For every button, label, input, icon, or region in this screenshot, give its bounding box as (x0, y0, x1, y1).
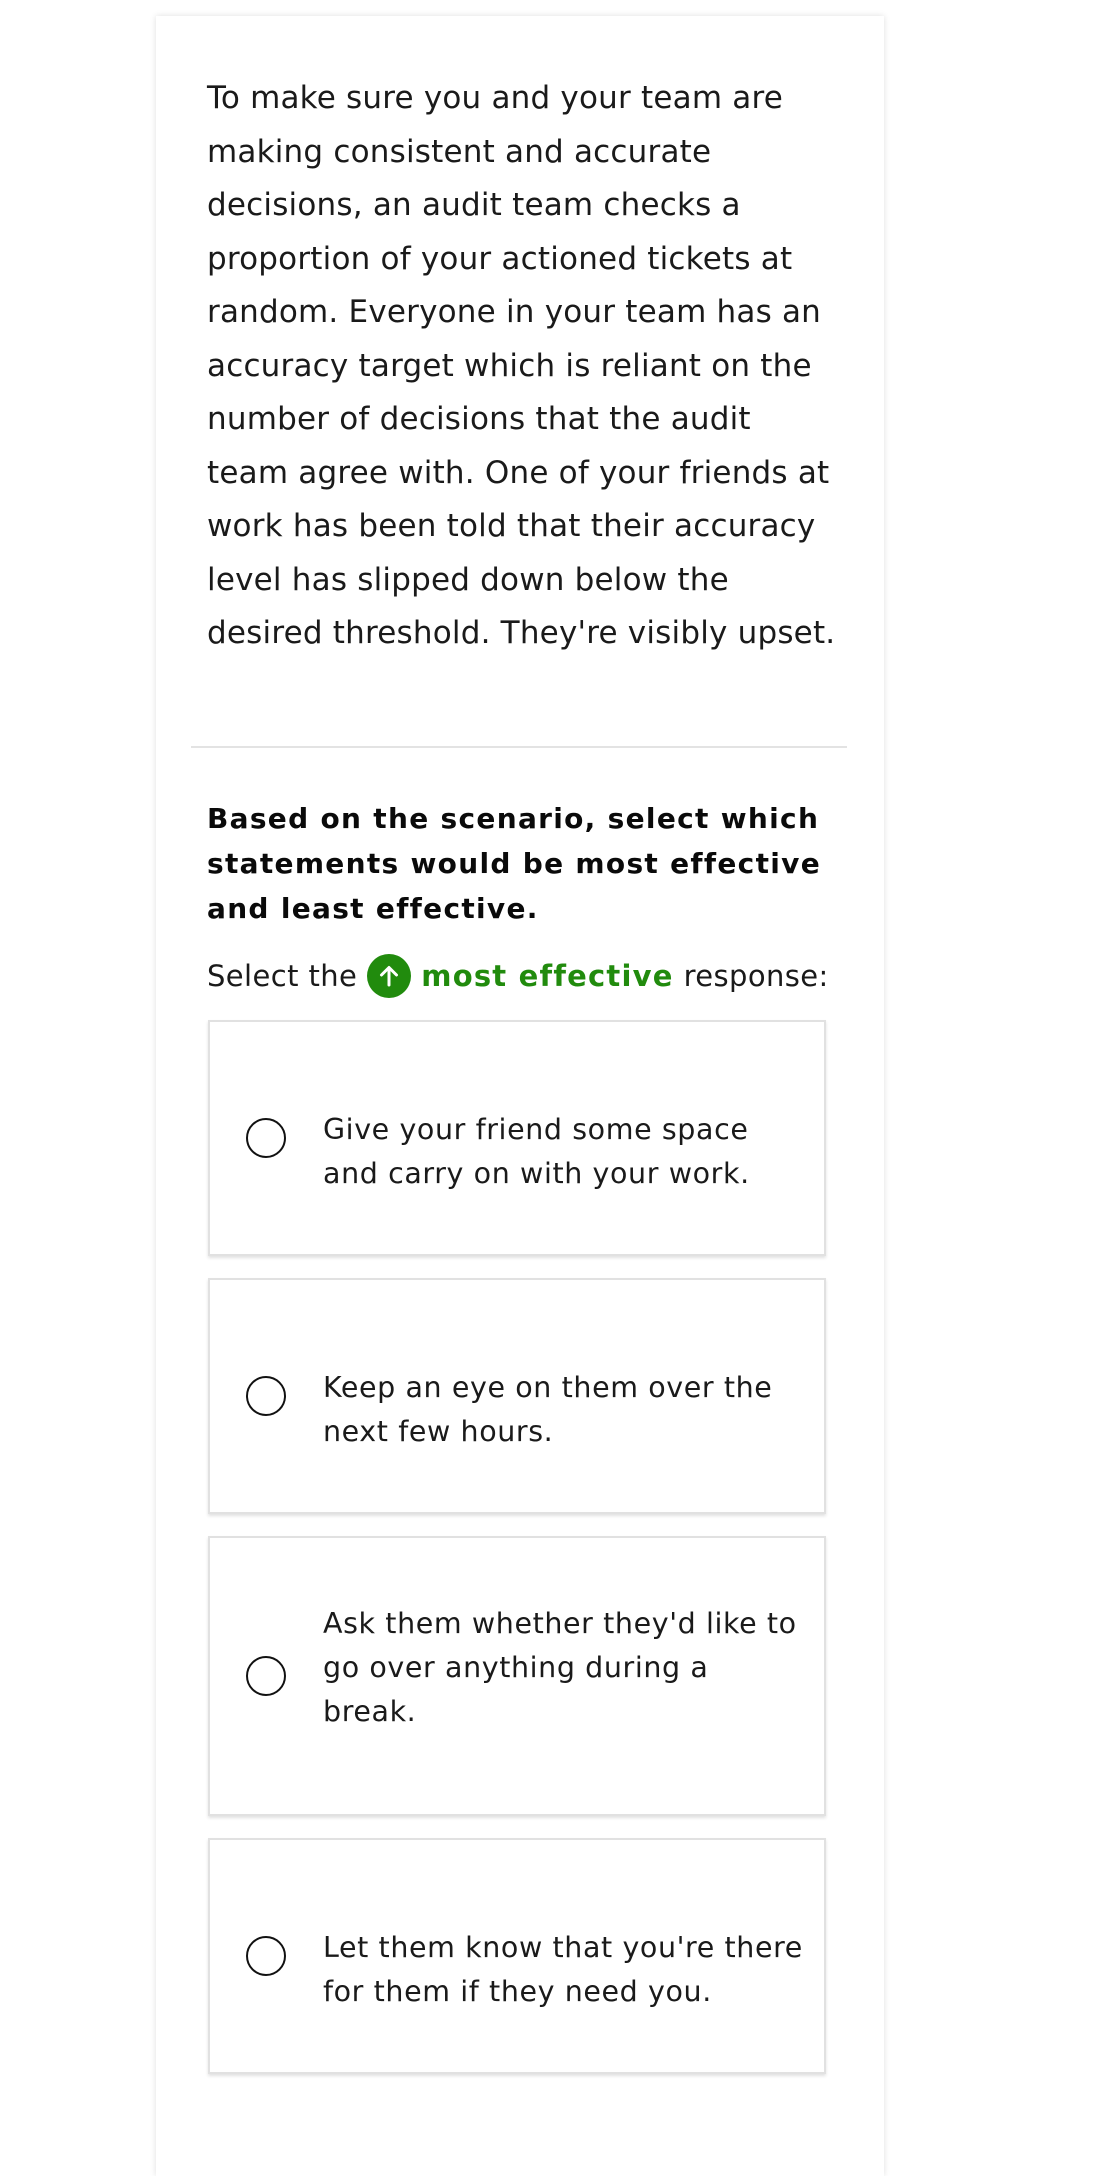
scenario-text: To make sure you and your team are making consistent and accurate decisions, an audit team checks a proportion of your actioned tickets at random. Everyone in your team has an accuracy target which is reliant on the number of decisions that the audit team agree with. One of your friends at work has been told that their accuracy level has slipped down below the desired threshold. They're visibly upset. (207, 80, 836, 651)
question-prompt: Based on the scenario, select which statements would be most effective and least effective. (207, 802, 822, 925)
option-1[interactable] (208, 1020, 826, 1256)
option-label: Ask them whether they'd like to go over anything during a break. (323, 1607, 797, 1728)
option-label: Let them know that you're there for them if they need you. (323, 1931, 803, 2008)
radio-button[interactable] (246, 1376, 286, 1416)
instruction-highlight: most effective (421, 959, 674, 993)
divider (191, 746, 847, 748)
option-label: Give your friend some space and carry on with your work. (323, 1113, 750, 1190)
option-2[interactable] (208, 1278, 826, 1514)
instruction-prefix: Select the (207, 959, 358, 993)
arrow-up-icon (367, 954, 411, 998)
radio-button[interactable] (246, 1656, 286, 1696)
radio-button[interactable] (246, 1936, 286, 1976)
radio-button[interactable] (246, 1118, 286, 1158)
instruction-line (207, 954, 829, 998)
option-4[interactable] (208, 1838, 826, 2074)
instruction-suffix: response: (683, 959, 829, 993)
option-label: Keep an eye on them over the next few hours. (323, 1371, 773, 1448)
question-card (156, 16, 884, 2176)
option-3[interactable] (208, 1536, 826, 1816)
